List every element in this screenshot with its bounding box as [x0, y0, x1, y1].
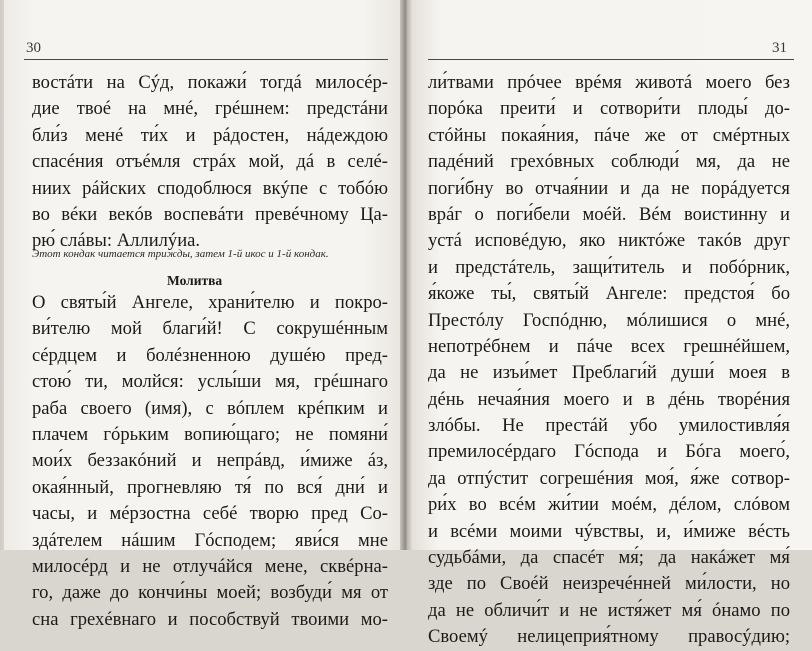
text-line: Своемý нелицеприя́тному правосýдию; — [428, 626, 790, 648]
left-top-paragraph — [32, 70, 388, 255]
text-line: порóка преити́ и сотвори́ти плоды́ до- — [428, 98, 790, 120]
text-line: я́коже ты́, святы́й Ангеле: предстоя́ бо — [428, 283, 790, 305]
text-line: премилосéрдаго Гóспода и Бóга моего́, — [428, 441, 790, 463]
text-line: да не изъи́мет Преблаги́й души́ моея в — [428, 362, 790, 384]
text-line: и предстáтель, защи́титель и побóрник, — [428, 256, 790, 278]
right-page — [412, 0, 812, 648]
prayer-paragraph — [32, 290, 388, 633]
text-line: ли́твами прóчее врéмя животá моего без — [428, 72, 790, 93]
text-line: здáтелем нáшим Гóсподем; яви́ся мне — [32, 529, 388, 551]
text-line: мои́х беззакóний и непрáвд, и́миже áз, — [32, 450, 388, 472]
text-line: устá исповéдую, яко никтóже такóв друг — [428, 230, 790, 252]
page-number-right: 31 — [772, 40, 787, 56]
page-number-left: 30 — [26, 40, 41, 56]
text-line: раба своего (имя), с вóплем крéпким и — [32, 397, 388, 419]
text-line: го, даже до кончи́ны моей; возбуди́ мя от — [32, 582, 388, 604]
text-line: зде по Своéй неизречéнней ми́лости, но — [428, 573, 790, 595]
text-line: дие твоé на мнé, грéшнем: предстáни — [32, 98, 388, 120]
text-line: ви́телю мой благи́й! С сокрушéнным — [32, 318, 388, 340]
header-rule-left — [24, 59, 388, 60]
text-line: стóйны покая́ния, пáче же от смéртных — [428, 124, 790, 146]
text-line: падéний грехóвных соблюди́ мя, да не — [428, 151, 790, 173]
text-line: ниих рáйских сподоблюся вкýпе с тобóю — [32, 177, 388, 199]
header-rule-right — [428, 59, 794, 60]
text-line: сéрдцем и болéзненною душéю пред- — [32, 344, 388, 366]
text-line: судьбáми, да спасéт мя́; да накáжет мя́ — [428, 547, 790, 569]
text-line: рю́ слáвы: Аллилýиа. — [32, 230, 201, 252]
right-paragraph — [428, 70, 790, 651]
text-line: О святы́й Ангеле, хрaни́телю и покро- — [32, 292, 388, 313]
text-line: дéнь нечая́ния моего и в дéнь творéния — [428, 388, 790, 410]
text-line: врáг о поги́бели моéй. Вéм воистинну и — [428, 203, 790, 225]
text-line: бли́з менé ти́х и рáдостен, нáдеждою — [32, 124, 388, 146]
text-line: во вéки векóв воспевáти превéчному Ца- — [32, 203, 388, 225]
book-gutter — [400, 0, 412, 550]
text-line: часы, и мéрзостна себé творю пред Со- — [32, 503, 388, 525]
prayer-heading: Молитва — [167, 273, 223, 288]
text-line: плачем гóрьким вопию́щаго; не помяни́ — [32, 423, 388, 445]
text-line: и всéми моими чýвствы, и, и́миже вéсть — [428, 520, 790, 542]
text-line: непотрéбнем и пáче всех грешнéйшем, — [428, 335, 790, 357]
text-line: сна грехéвнаго и пособствуй твоими мо- — [32, 608, 388, 630]
text-line: Престóлу Госпóдню, мóлишися о мнé, — [428, 309, 790, 331]
text-line: спасéния отъéмля стрáх мой, дá в селé- — [32, 151, 388, 173]
text-line: злóбы. Не престáй убо умилостивля́я — [428, 415, 790, 437]
text-line: милосéрд и не отлучáйся мене, сквéрна- — [32, 555, 388, 577]
text-line: ри́х во всéм жи́тии моéм, дéлом, слóвом — [428, 494, 790, 516]
text-line: поги́бну во отчая́нии и да не порáдуется — [428, 177, 790, 199]
text-line: стою́ ти, молйся: услы́ши мя, грéшнаго — [32, 371, 388, 393]
text-line: да не обличи́т и не истя́жет мя́ óнамо по — [428, 599, 790, 621]
text-line: окая́нный, прогневляю тя́ по вся́ дни́ и — [32, 476, 388, 498]
text-line: востáти на Сýд, покажи́ тогдá милосéр- — [32, 72, 388, 93]
left-page — [4, 0, 400, 630]
rubric-note: Этот кондак читается трижды, затем 1-й икос и 1-й кондак. — [32, 248, 329, 260]
text-line: да отпýстит согрешéния моя́, я́же сотвор- — [428, 467, 790, 489]
